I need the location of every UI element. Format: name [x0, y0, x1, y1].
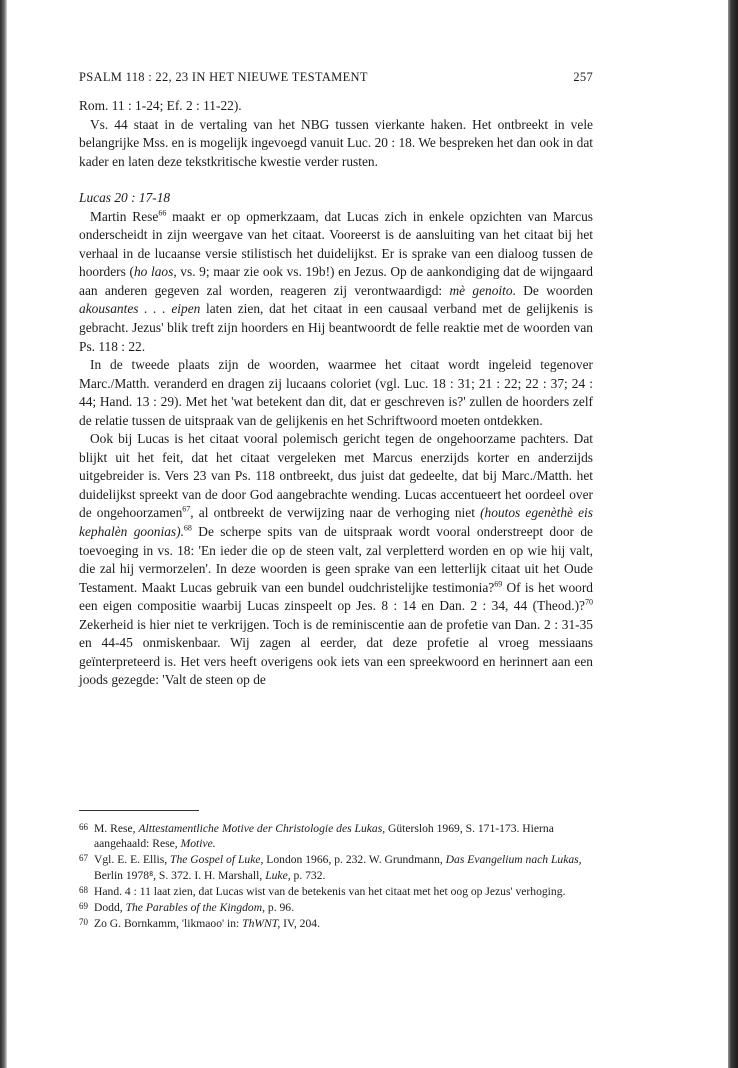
footnote-ref-67[interactable]: 67 — [182, 505, 191, 515]
footnote-69: 69 Dodd, The Parables of the Kingdom, p. 96. — [79, 901, 294, 915]
footnote-ref-69[interactable]: 69 — [494, 579, 503, 589]
footnote-67: 67 Vgl. E. E. Ellis, The Gospel of Luke, London 1966, p. 232. W. Grundmann, Das Evangelium nach Lukas, Berlin 1978⁸, S. 372. I. H. Marshall, Luke, p. 732. — [79, 853, 582, 882]
running-header — [79, 70, 593, 85]
footnote-ref-70[interactable]: 70 — [585, 597, 593, 607]
paragraph-polemisch: Ook bij Lucas is het citaat vooral polemisch gericht tegen de ongehoorzame pachters. Dat blijkt uit het feit, dat het citaat vergeleken met Marcus enerzijds korter en anderzijds uitgebreider is. Vers 23 van Ps. 118 ontbreekt, dus juist dat gedeelte, dat bij Marc./Matth. het duidelijkst spreekt van de door God aangebrachte wending. Lucas accentueert het oordeel over de ongehoorzamen$^{67}$, al ontbreekt de verwijzing naar de verhoging niet (houtos egenèthè eis kephalèn goonias).$^{68}$ De scherpe spits van de uitspraak wordt vooral onderstreept door de toevoeging in vs. 18: 'En ieder die op de steen valt, zal verpletterd worden en op wie hij valt, die zal hij vermorzelen'. In deze woorden is geen sprake van een letterlijk citaat uit het Oude Testament. Maakt Lucas gebruik van een bundel oudchristelijke testimonia?$^{69}$ Of is het woord een eigen compositie waarbij Lucas zinspeelt op Jes. 8 : 14 en Dan. 2 : 34, 44 (Theod.)?$^{70}$ Zekerheid is hier niet te verkrijgen. Toch is de reminiscentie aan de profetie van Dan. 2 : 31-35 en 44-45 onmiskenbaar. Wij zagen al eerder, dat deze profetie al vroeg messiaans geïnterpreteerd is. Het vers heeft overigens ook iets van een spreekwoord en herinnert aan een joods gezegde: 'Valt de steen op de — [79, 431, 593, 688]
footnotes — [79, 820, 593, 931]
footnote-ref-68[interactable]: 68 — [183, 523, 192, 533]
page-edge-right — [728, 0, 738, 1068]
footnote-68: 68 Hand. 4 : 11 laat zien, dat Lucas wist van de betekenis van het citaat met het oog op Jezus' verhoging. — [79, 884, 566, 898]
footnote-66: 66 M. Rese, Alttestamentliche Motive der Christologie des Lukas, Gütersloh 1969, S. 171-173. Hierna aangehaald: Rese, Motive. — [79, 822, 554, 851]
section-heading: Lucas 20 : 17-18 — [79, 190, 171, 206]
footnote-divider — [79, 810, 199, 811]
paragraph-continuation: Rom. 11 : 1-24; Ef. 2 : 11-22). — [79, 98, 242, 113]
body-text — [79, 97, 593, 690]
footnote-70: 70 Zo G. Bornkamm, 'likmaoo' in: ThWNT, IV, 204. — [79, 917, 320, 931]
page-edge-left — [0, 0, 7, 1068]
paragraph-vs44: Vs. 44 staat in de vertaling van het NBG tussen vierkante haken. Het ontbreekt in vele belangrijke Mss. en is mogelijk ingevoegd vanuit Luc. 20 : 18. We bespreken het dan ook in dat kader en laten deze tekstkritische kwestie verder rusten. — [79, 116, 593, 169]
footnote-ref-66[interactable]: 66 — [158, 208, 167, 218]
paragraph-tweede-plaats: In de tweede plaats zijn de woorden, waarmee het citaat wordt ingeleid tegenover Marc./Matth. veranderd en dragen zij lucaans coloriet (vgl. Luc. 18 : 31; 21 : 22; 22 : 37; 24 : 44; Hand. 13 : 29). Met het 'wat betekent dan dit, dat er geschreven is?' zullen de hoorders zelf de relatie tussen de uitspraak van de gelijkenis en het Schriftwoord moeten ontdekken. — [79, 357, 593, 428]
page-number: 257 — [573, 70, 593, 84]
running-title: PSALM 118 : 22, 23 IN HET NIEUWE TESTAMENT — [79, 70, 368, 84]
paragraph-rese: Martin Rese$^{66}$ maakt er op opmerkzaam, dat Lucas zich in enkele opzichten van Marcus onderscheidt in zijn weergave van het citaat. Vooreerst is de aansluiting van het citaat bij het verhaal in de lucaanse versie stilistisch het duidelijkst. Er is sprake van een dialoog tussen de hoorders (ho laos, vs. 9; maar zie ook vs. 19b!) en Jezus. Op de aankondiging dat de wijngaard aan anderen gegeven zal worden, reageren zij verontwaardigd: mè genoito. De woorden akousantes . . . eipen laten zien, dat het citaat in een causaal verband met de gelijkenis is gebracht. Jezus' blik treft zijn hoorders en Hij beantwoordt de felle reaktie met de woorden van Ps. 118 : 22. — [79, 208, 594, 354]
